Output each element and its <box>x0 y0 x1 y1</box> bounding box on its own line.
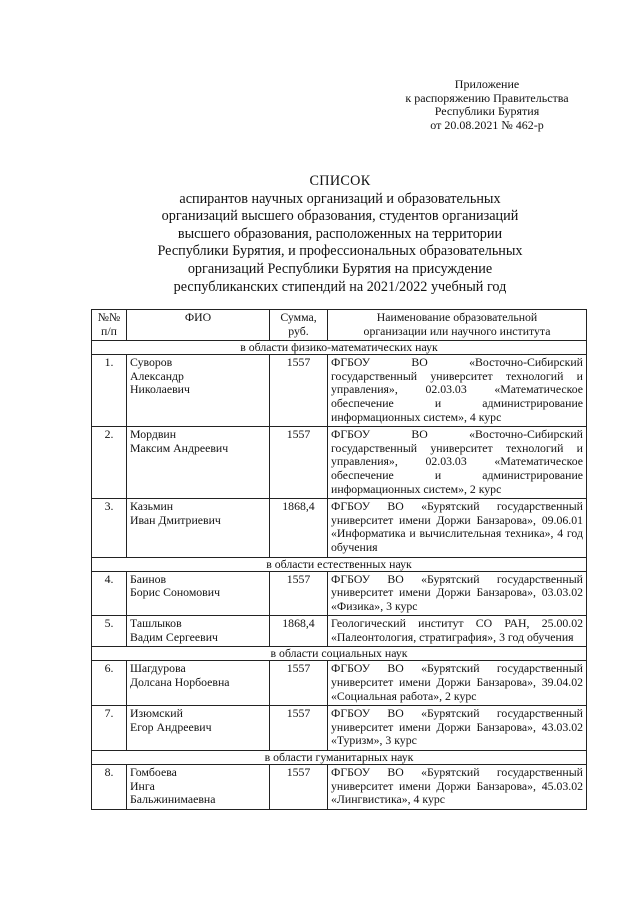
stipend-amount: 1557 <box>270 706 328 751</box>
student-name-line: Иван Дмитриевич <box>130 512 221 527</box>
section-row <box>92 647 587 661</box>
appendix-line: Приложение <box>454 77 520 91</box>
student-name <box>127 355 270 427</box>
stipend-amount: 1557 <box>270 571 328 616</box>
header-sum-line: руб. <box>288 323 309 338</box>
student-name <box>127 765 270 810</box>
header-sum <box>270 310 328 341</box>
header-org <box>328 310 587 341</box>
student-name-line: Мордвин <box>130 427 177 442</box>
header-sum-line: Сумма, <box>280 310 317 324</box>
appendix-line: к распоряжению Правительства <box>405 90 569 105</box>
student-name <box>127 616 270 647</box>
heading-line: высшего образования, расположенных на территории <box>177 225 503 242</box>
stipend-amount: 1868,4 <box>270 616 328 647</box>
table-row <box>92 661 587 706</box>
header-num-line: п/п <box>101 323 117 338</box>
student-name-line: Суворов <box>130 355 173 370</box>
student-name <box>127 706 270 751</box>
header-name <box>127 310 270 341</box>
student-name-line: Шагдурова <box>130 661 186 676</box>
student-name <box>127 499 270 557</box>
student-name-line: Изюмский <box>130 706 183 721</box>
institution-name: ФГБОУ ВО «Бурятский государственный университет имени Доржи Банзарова», 09.06.01 «Информатика и вычислительная техника», 4 год обучения <box>328 499 587 557</box>
student-name-line: Вадим Сергеевич <box>130 629 218 644</box>
table-row <box>92 706 587 751</box>
institution-name: ФГБОУ ВО «Бурятский государственный университет имени Доржи Банзарова», 43.03.02 «Туризм», 3 курс <box>328 706 587 751</box>
appendix-line: Республики Бурятия <box>434 104 540 118</box>
stipend-table <box>91 309 587 810</box>
student-name-line: Бальжинимаевна <box>130 792 216 807</box>
student-name-line: Казьмин <box>130 499 174 514</box>
institution-name: Геологический институт СО РАН, 25.00.02 «Палеонтология, стратиграфия», 3 год обучения <box>328 616 587 647</box>
stipend-amount: 1557 <box>270 661 328 706</box>
document-heading <box>80 173 600 296</box>
student-name-line: Баинов <box>130 571 167 586</box>
heading-line: организаций Республики Бурятия на присуждение <box>187 260 493 277</box>
student-name <box>127 571 270 616</box>
row-number: 3. <box>92 499 127 557</box>
header-num-line: №№ <box>97 310 121 324</box>
stipend-amount: 1868,4 <box>270 499 328 557</box>
heading-line: организаций высшего образования, студентов организаций <box>161 208 519 225</box>
student-name <box>127 661 270 706</box>
section-row <box>92 751 587 765</box>
table-row <box>92 616 587 647</box>
header-org-line: Наименование образовательной <box>376 310 538 324</box>
student-name-line: Максим Андреевич <box>130 440 229 455</box>
stipend-amount: 1557 <box>270 355 328 427</box>
heading-line: Республики Бурятия, и профессиональных образовательных <box>157 243 523 260</box>
row-number: 8. <box>92 765 127 810</box>
header-num <box>92 310 127 341</box>
row-number: 2. <box>92 427 127 499</box>
section-row <box>92 341 587 355</box>
section-row <box>92 557 587 571</box>
row-number: 6. <box>92 661 127 706</box>
table-row <box>92 499 587 557</box>
heading-line: республиканских стипендий на 2021/2022 учебный год <box>173 278 507 295</box>
section-title: в области естественных наук <box>92 557 587 571</box>
row-number: 1. <box>92 355 127 427</box>
table-row <box>92 427 587 499</box>
heading-line: аспирантов научных организаций и образовательных <box>179 190 501 207</box>
stipend-amount: 1557 <box>270 765 328 810</box>
section-title: в области физико-математических наук <box>92 341 587 355</box>
document-title: СПИСОК <box>309 173 371 189</box>
institution-name: ФГБОУ ВО «Восточно-Сибирский государственный университет технологий и управления», 02.03.03 «Математическое обеспечение и администрирование информационных систем», 2 курс <box>328 427 587 499</box>
student-name-line: Александр <box>130 368 184 383</box>
student-name-line: Николаевич <box>130 382 190 397</box>
header-name-line: ФИО <box>184 310 212 324</box>
section-title: в области гуманитарных наук <box>92 751 587 765</box>
header-org-line: организации или научного института <box>363 323 551 338</box>
table-header-row <box>92 310 587 341</box>
student-name-line: Долсана Норбоевна <box>130 675 230 690</box>
institution-name: ФГБОУ ВО «Бурятский государственный университет имени Доржи Банзарова», 45.03.02 «Лингвистика», 4 курс <box>328 765 587 810</box>
institution-name: ФГБОУ ВО «Бурятский государственный университет имени Доржи Банзарова», 03.03.02 «Физика», 3 курс <box>328 571 587 616</box>
table-row <box>92 571 587 616</box>
row-number: 4. <box>92 571 127 616</box>
institution-name: ФГБОУ ВО «Бурятский государственный университет имени Доржи Банзарова», 39.04.02 «Социальная работа», 2 курс <box>328 661 587 706</box>
student-name <box>127 427 270 499</box>
table-row <box>92 355 587 427</box>
student-name-line: Ташлыков <box>130 616 182 631</box>
student-name-line: Инга <box>130 778 155 793</box>
student-name-line: Борис Сономович <box>130 585 221 600</box>
row-number: 5. <box>92 616 127 647</box>
table-row <box>92 765 587 810</box>
appendix-note <box>372 78 602 132</box>
institution-name: ФГБОУ ВО «Восточно-Сибирский государственный университет технологий и управления», 02.03.03 «Математическое обеспечение и администрирование информационных систем», 4 курс <box>328 355 587 427</box>
table-body <box>92 341 587 810</box>
student-name-line: Гомбоева <box>130 765 177 780</box>
appendix-line: от 20.08.2021 № 462-р <box>430 117 544 132</box>
stipend-amount: 1557 <box>270 427 328 499</box>
row-number: 7. <box>92 706 127 751</box>
student-name-line: Егор Андреевич <box>130 719 212 734</box>
section-title: в области социальных наук <box>92 647 587 661</box>
